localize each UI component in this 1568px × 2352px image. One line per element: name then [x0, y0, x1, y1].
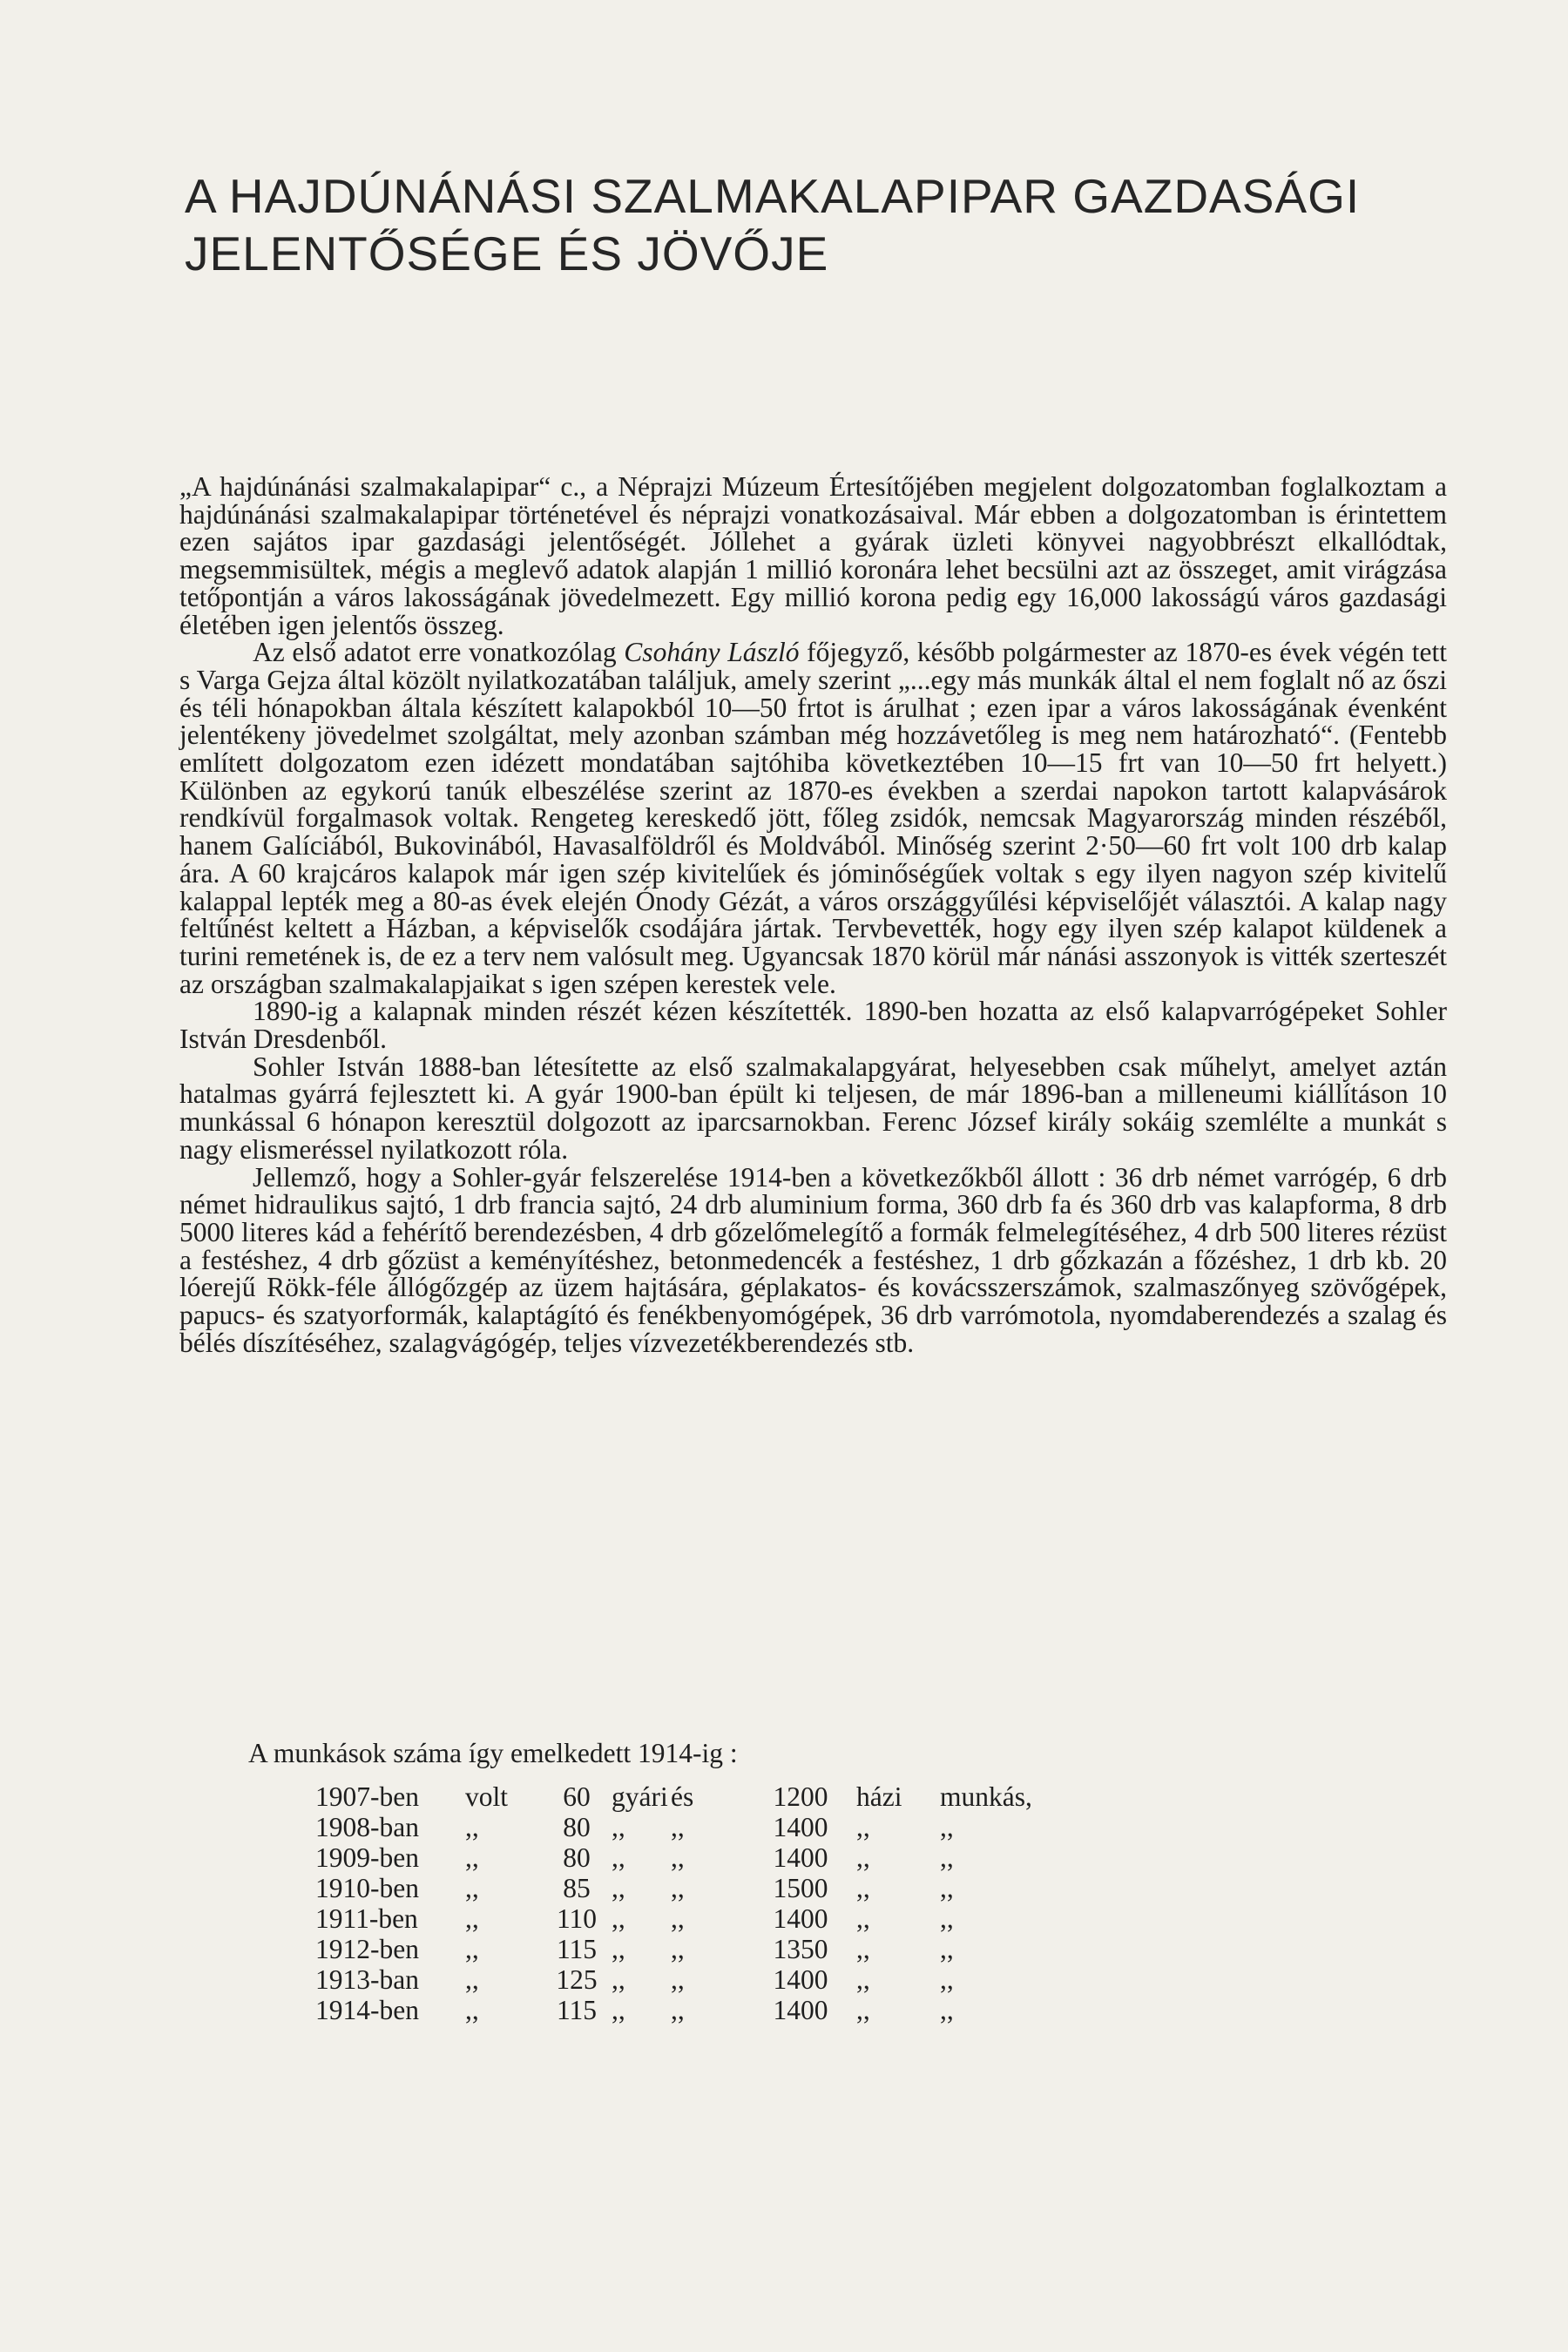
table-cell-home: 1200	[773, 1781, 828, 1812]
paragraph-4: Sohler István 1888-ban létesítette az első szalmakalapgyárat, helyesebben csak műhelyt, amelyet aztán hatalmas gyárrá fejlesztett ki. A gyár 1900-ban épült ki teljesen, de már 1896-ban a milleneumi kiállításon 10 munkással 6 hónapon keresztül dolgozott az iparcsarnokban. Ferenc József király sokáig szemlélte a munkát s nagy elismeréssel nyilatkozott róla.	[179, 1051, 1447, 1165]
paragraph-2	[179, 639, 1447, 997]
table-cell-gyari: gyári	[612, 1781, 668, 1812]
table-cell-munkas: ,,	[940, 1934, 954, 1964]
table-cell-hazi: ,,	[856, 1934, 870, 1964]
table-cell-factory: 60	[563, 1781, 591, 1812]
article-body	[179, 473, 1447, 1357]
table-cell-home: 1400	[773, 1903, 828, 1934]
table-cell-es: ,,	[671, 1934, 685, 1964]
table-cell-volt: ,,	[465, 1995, 479, 2025]
table-cell-gyari: ,,	[612, 1995, 625, 2025]
paragraph-5: Jellemző, hogy a Sohler-gyár felszerelése 1914-ben a következőkből állott : 36 drb német varrógép, 6 drb német hidraulikus sajtó, 1 drb francia sajtó, 24 drb aluminium forma, 360 drb fa és 360 drb vas kalapforma, 8 drb 5000 literes kád a fehérítő berendezésben, 4 drb gőzelőmelegítő a formák felmelegítéséhez, 4 drb 500 literes rézüst a festéshez, 4 drb gőzüst a keményítéshez, betonmedencék a festéshez, 1 drb gőzkazán a főzéshez, 1 drb kb. 20 lóerejű Rökk-féle állógőzgép az üzem hajtására, géplakatos- és kovácsszerszámok, szalmaszőnyeg szövőgépek, papucs- és szatyorformák, kalaptágító és fenékbenyomógépek, 36 drb varrómotola, nyomdaberendezés a szalag és bélés díszítéséhez, szalagvágógép, teljes vízvezetékberendezés stb.	[179, 1161, 1447, 1358]
table-cell-hazi: ,,	[856, 1842, 870, 1873]
paragraph-2-end: főjegyző, később polgármester az 1870-es évek végén tett s Varga Gejza által közölt nyilatkozatában találjuk, amely szerint „...egy más munkák által el nem foglalt nő az őszi és téli hónapokban általa készített kalapokból 10—50 frtot is árulhat ; ezen ipar a város lakosságának évenként jelentékeny jövedelmet szolgáltat, mely azonban számban még hozzávetőleg is meg nem határozható“. (Fentebb említett dolgozatom ezen idézett mondatában sajtóhiba következtében 10—15 frt van 10—50 frt helyett.) Különben az egykorú tanúk elbeszélése szerint az 1870-es években a szerdai napokon tartott kalapvásárok rendkívül forgalmasok voltak. Rengeteg kereskedő jött, főleg zsidók, nemcsak Magyarország minden részéből, hanem Galíciából, Bukovinából, Havasalföldről és Moldvából. Minőség szerint 2·50—60 frt volt 100 drb kalap ára. A 60 krajcáros kalapok már igen szép kivitelűek és jóminőségűek voltak s egy ilyen nagyon szép kivitelű kalappal lepték meg a 80-as évek elején Ónody Gézát, a város országgyűlési képviselőjét választói. A kalap nagy feltűnést keltett a Házban, a képviselők csodájára jártak. Tervbevették, hogy egy ilyen szép kalapot küldenek a turini remetének is, de ez a terv nem valósult meg. Ugyancsak 1870 körül már nánási asszonyok is vitték szerteszét az országban szalmakalapjaikat s igen szépen kerestek vele.	[179, 637, 1447, 999]
person-name: Csohány László	[624, 637, 800, 668]
table-row	[315, 1995, 1071, 2025]
table-cell-volt: ,,	[465, 1964, 479, 1995]
table-cell-munkas: munkás,	[940, 1781, 1032, 1812]
table-cell-year: 1910-ben	[315, 1873, 419, 1903]
table-cell-home: 1500	[773, 1873, 828, 1903]
table-cell-es: ,,	[671, 1842, 685, 1873]
table-cell-gyari: ,,	[612, 1964, 625, 1995]
table-row	[315, 1873, 1071, 1903]
table-cell-hazi: ,,	[856, 1873, 870, 1903]
table-cell-es: ,,	[671, 1995, 685, 2025]
table-cell-hazi: házi	[856, 1781, 902, 1812]
table-row	[315, 1812, 1071, 1842]
table-cell-factory: 110	[556, 1903, 598, 1934]
table-cell-munkas: ,,	[940, 1995, 954, 2025]
table-cell-gyari: ,,	[612, 1873, 625, 1903]
table-cell-hazi: ,,	[856, 1964, 870, 1995]
title-line-2: JELENTŐSÉGE ÉS JÖVŐJE	[185, 226, 829, 280]
table-cell-year: 1911-ben	[315, 1903, 418, 1934]
table-cell-hazi: ,,	[856, 1995, 870, 2025]
table-cell-es: ,,	[671, 1873, 685, 1903]
table-cell-gyari: ,,	[612, 1812, 625, 1842]
table-cell-es: ,,	[671, 1903, 685, 1934]
table-row	[315, 1842, 1071, 1873]
table-cell-munkas: ,,	[940, 1812, 954, 1842]
table-cell-factory: 115	[556, 1995, 598, 2025]
paragraph-1: „A hajdúnánási szalmakalapipar“ c., a Néprajzi Múzeum Értesítőjében megjelent dolgozatomban foglalkoztam a hajdúnánási szalmakalapipar történetével és néprajzi vonatkozásaival. Már ebben a dolgozatomban is érintettem ezen sajátos ipar gazdasági jelentőségét. Jóllehet a gyárak üzleti könyvei nagyobbrészt elkallódtak, megsemmisültek, mégis a meglevő adatok alapján 1 millió koronára lehet becsülni azt az összeget, amit virágzása tetőpontján a város lakosságának jövedelmezett. Egy millió korona pedig egy 16,000 lakosságú város gazdasági életében igen jelentős összeg.	[179, 471, 1447, 640]
table-cell-hazi: ,,	[856, 1812, 870, 1842]
table-cell-year: 1912-ben	[315, 1934, 419, 1964]
table-cell-gyari: ,,	[612, 1934, 625, 1964]
table-cell-volt: ,,	[465, 1934, 479, 1964]
table-cell-year: 1908-ban	[315, 1812, 419, 1842]
table-cell-home: 1400	[773, 1812, 828, 1842]
title-line-1: A HAJDÚNÁNÁSI SZALMAKALAPIPAR GAZDASÁGI	[185, 168, 1361, 223]
table-cell-factory: 85	[563, 1873, 591, 1903]
table-cell-volt: volt	[465, 1781, 509, 1812]
table-cell-munkas: ,,	[940, 1964, 954, 1995]
table-cell-home: 1400	[773, 1995, 828, 2025]
paragraph-2-start: Az első adatot erre vonatkozólag	[253, 637, 625, 668]
table-row	[315, 1934, 1071, 1964]
table-cell-volt: ,,	[465, 1842, 479, 1873]
table-cell-home: 1400	[773, 1842, 828, 1873]
table-caption: A munkások száma így emelkedett 1914-ig :	[248, 1738, 738, 1768]
table-cell-volt: ,,	[465, 1873, 479, 1903]
table-cell-munkas: ,,	[940, 1903, 954, 1934]
table-cell-year: 1907-ben	[315, 1781, 419, 1812]
paragraph-3: 1890-ig a kalapnak minden részét kézen készítették. 1890-ben hozatta az első kalapvarrógépeket Sohler István Dresdenből.	[179, 996, 1447, 1055]
table-cell-volt: ,,	[465, 1812, 479, 1842]
table-cell-volt: ,,	[465, 1903, 479, 1934]
table-cell-factory: 80	[563, 1812, 591, 1842]
table-row	[315, 1781, 1071, 1812]
table-row	[315, 1964, 1071, 1995]
table-cell-home: 1400	[773, 1964, 828, 1995]
table-cell-hazi: ,,	[856, 1903, 870, 1934]
table-cell-es: ,,	[671, 1964, 685, 1995]
table-cell-munkas: ,,	[940, 1873, 954, 1903]
table-cell-year: 1909-ben	[315, 1842, 419, 1873]
table-cell-year: 1913-ban	[315, 1964, 419, 1995]
table-cell-gyari: ,,	[612, 1903, 625, 1934]
table-cell-gyari: ,,	[612, 1842, 625, 1873]
table-row	[315, 1903, 1071, 1934]
table-cell-home: 1350	[773, 1934, 828, 1964]
table-cell-year: 1914-ben	[315, 1995, 419, 2025]
workers-table	[315, 1781, 1071, 2025]
table-cell-factory: 115	[556, 1934, 598, 1964]
page-title	[185, 167, 1448, 282]
table-cell-es: és	[671, 1781, 694, 1812]
table-cell-factory: 80	[563, 1842, 591, 1873]
table-cell-munkas: ,,	[940, 1842, 954, 1873]
table-cell-factory: 125	[556, 1964, 598, 1995]
table-cell-es: ,,	[671, 1812, 685, 1842]
workers-table-body	[315, 1781, 1071, 2025]
